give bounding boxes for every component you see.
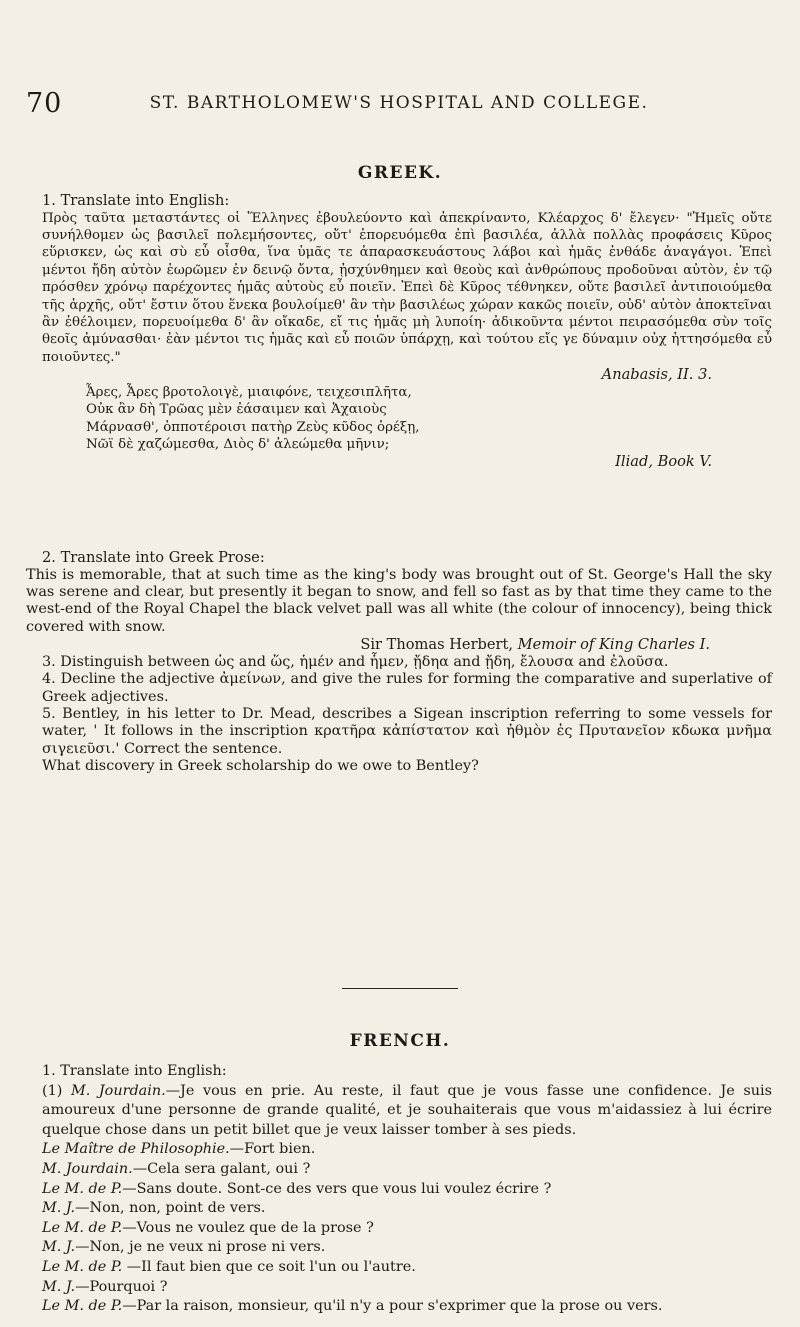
intro-speaker: M. Jourdain.	[70, 1082, 166, 1099]
greek-q1-heading: 1. Translate into English:	[42, 192, 230, 209]
dialog-line	[26, 1160, 772, 1180]
greek-q4: 4. Decline the adjective ἀμείνων, and give the rules for forming the comparative and superlative of Greek adjectives.	[42, 671, 772, 705]
dialog-line	[26, 1219, 772, 1239]
intro-text: —Je vous en prie. Au reste, il faut que je vous fasse une confidence. Je suis amoureux d'une personne de grande qualité, et je souhaiterais que vous m'aidassiez à lui écrire quelque chose dans un petit billet que je veux laisser tomber à ses pieds.	[42, 1082, 772, 1138]
speaker: Le M. de P.	[42, 1219, 123, 1236]
running-head: ST. BARTHOLOMEW'S HOSPITAL AND COLLEGE.	[149, 93, 649, 113]
greek-q1	[26, 192, 772, 471]
french-section-title: FRENCH.	[349, 1031, 451, 1051]
greek-q5b: What discovery in Greek scholarship do we owe to Bentley?	[42, 758, 479, 775]
dialog-line	[26, 1238, 772, 1258]
line-text: —Non, je ne veux ni prose ni vers.	[75, 1239, 326, 1256]
iliad-passage	[26, 384, 772, 454]
iliad-source: Iliad, Book V.	[615, 453, 712, 471]
line-text: —Cela sera galant, oui ?	[132, 1160, 311, 1177]
line-text: —Vous ne voulez que de la prose ?	[122, 1219, 374, 1236]
iliad-line: Οὐκ ἂν δὴ Τρῶας μὲν ἐάσαιμεν καὶ Ἀχαιοὺς	[86, 402, 387, 418]
speaker: Le Maître de Philosophie.	[42, 1141, 230, 1158]
speaker: Le M. de P.	[42, 1180, 123, 1197]
greek-q2-text: This is memorable, that at such time as the king's body was brought out of St. George's Hall the sky was serene and clear, but presently it began to snow, and fell so fast as by that time they came to the west-end of the Royal Chapel the black velvet pall was all white (the colour of innocency), being thick covered with snow.	[26, 566, 772, 635]
dialog-line	[26, 1180, 772, 1200]
line-text: —Sans doute. Sont-ce des vers que vous lui voulez écrire ?	[122, 1180, 552, 1197]
anabasis-passage: Πρὸς ταῦτα μεταστάντες οἱ Ἕλληνες ἐβουλεύοντο καὶ ἀπεκρίναντο, Κλέαρχος δ' ἔλεγεν· "Ἡμεῖς οὔτε συνήλθομεν ὡς βασιλεῖ πολεμήσοντες, οὔτ' ἐπορευόμεθα ἐπὶ βασιλέα, ἀλλὰ πολλὰς προφάσεις Κῦρος εὕρισκεν, ὡς καὶ σὺ εὖ οἶσθα, ἵνα ὑμᾶς τε ἀπαρασκευάστους λάβοι καὶ ἡμᾶς ἐνθάδε ἀναγάγοι. Ἐπεὶ μέντοι ἤδη αὐτὸν ἑωρῶμεν ἐν δεινῷ ὄντα, ᾐσχύνθημεν καὶ θεοὺς καὶ ἀνθρώπους προδοῦναι αὐτὸν, ἐν τῷ πρόσθεν χρόνῳ παρέχοντες ἡμᾶς αὐτοὺς εὖ ποιεῖν. Ἐπεὶ δὲ Κῦρος τέθνηκεν, οὔτε βασιλεῖ ἀντιποιούμεθα τῆς ἀρχῆς, οὔτ' ἔστιν ὅτου ἕνεκα βουλοίμεθ' ἂν τὴν βασιλέως χώραν κακῶς ποιεῖν, οὐδ' αὐτὸν ἀποκτεῖναι ἂν ἐθέλοιμεν, πορευοίμεθα δ' ἂν οἴκαδε, εἴ τις ἡμᾶς μὴ λυποίη· ἀδικοῦντα μέντοι πειρασόμεθα σὺν τοῖς θεοῖς ἀμύνασθαι· ἐὰν μέντοι τις ἡμᾶς καὶ εὖ ποιῶν ὑπάρχῃ, καὶ τούτου εἴς γε δύναμιν οὐχ ἡττησόμεθα εὖ ποιοῦντες."	[42, 210, 772, 365]
line-text: —Pourquoi ?	[75, 1278, 168, 1295]
french-q1-heading: 1. Translate into English:	[42, 1063, 227, 1079]
dialog-line	[26, 1278, 772, 1298]
iliad-line: Ἆρες, Ἆρες βροτολοιγὲ, μιαιφόνε, τειχεσιπλῆτα,	[86, 384, 412, 400]
page-number: 70	[26, 88, 63, 119]
section-divider	[342, 988, 458, 989]
line-text: —Il faut bien que ce soit l'un ou l'autre.	[122, 1258, 416, 1275]
speaker: M. J.	[42, 1278, 76, 1295]
greek-q2	[26, 549, 772, 776]
anabasis-source: Anabasis, II. 3.	[601, 366, 712, 384]
intro-num: (1)	[42, 1082, 63, 1099]
iliad-line: Μάρνασθ', ὁπποτέροισι πατὴρ Ζεὺς κῦδος ὀρέξῃ,	[86, 419, 420, 435]
greek-q2-attribution	[26, 636, 772, 654]
page-header	[26, 88, 772, 118]
attribution-name: Sir Thomas Herbert,	[360, 636, 514, 654]
speaker: Le M. de P.	[42, 1298, 123, 1315]
greek-section-title: GREEK.	[357, 163, 443, 183]
line-text: —Fort bien.	[229, 1141, 316, 1158]
greek-q5: 5. Bentley, in his letter to Dr. Mead, describes a Sigean inscription referring to some vessels for water, ' It follows in the inscription κρατῆρα κἀπίστατον καὶ ἠθμὸν ἐς Πρυτανεῖον κδωκα μνῆμα σιγειεῦσι.' Correct the sentence.	[42, 706, 772, 757]
dialog-line	[26, 1140, 772, 1160]
speaker: M. J.	[42, 1200, 76, 1217]
speaker: M. J.	[42, 1239, 76, 1256]
dialog-line	[26, 1199, 772, 1219]
line-text: —Par la raison, monsieur, qu'il n'y a pour s'exprimer que la prose ou vers.	[122, 1298, 663, 1315]
speaker: M. Jourdain.	[42, 1160, 133, 1177]
attribution-work: Memoir of King Charles I.	[517, 636, 710, 654]
french-q1	[26, 1062, 772, 1317]
greek-q3: 3. Distinguish between ὡς and ὥς, ἡμέν and ἧμεν, ᾔδηα and ᾔδη, ἔλουσα and ἐλοῦσα.	[42, 653, 669, 670]
iliad-line: Νῶϊ δὲ χαζώμεσθα, Διὸς δ' ἀλεώμεθα μῆνιν;	[86, 437, 390, 453]
dialog-line	[26, 1297, 772, 1317]
greek-q2-heading: 2. Translate into Greek Prose:	[42, 549, 265, 566]
french-intro	[26, 1082, 772, 1141]
dialog-line	[26, 1258, 772, 1278]
speaker: Le M. de P.	[42, 1258, 123, 1275]
line-text: —Non, non, point de vers.	[75, 1200, 266, 1217]
